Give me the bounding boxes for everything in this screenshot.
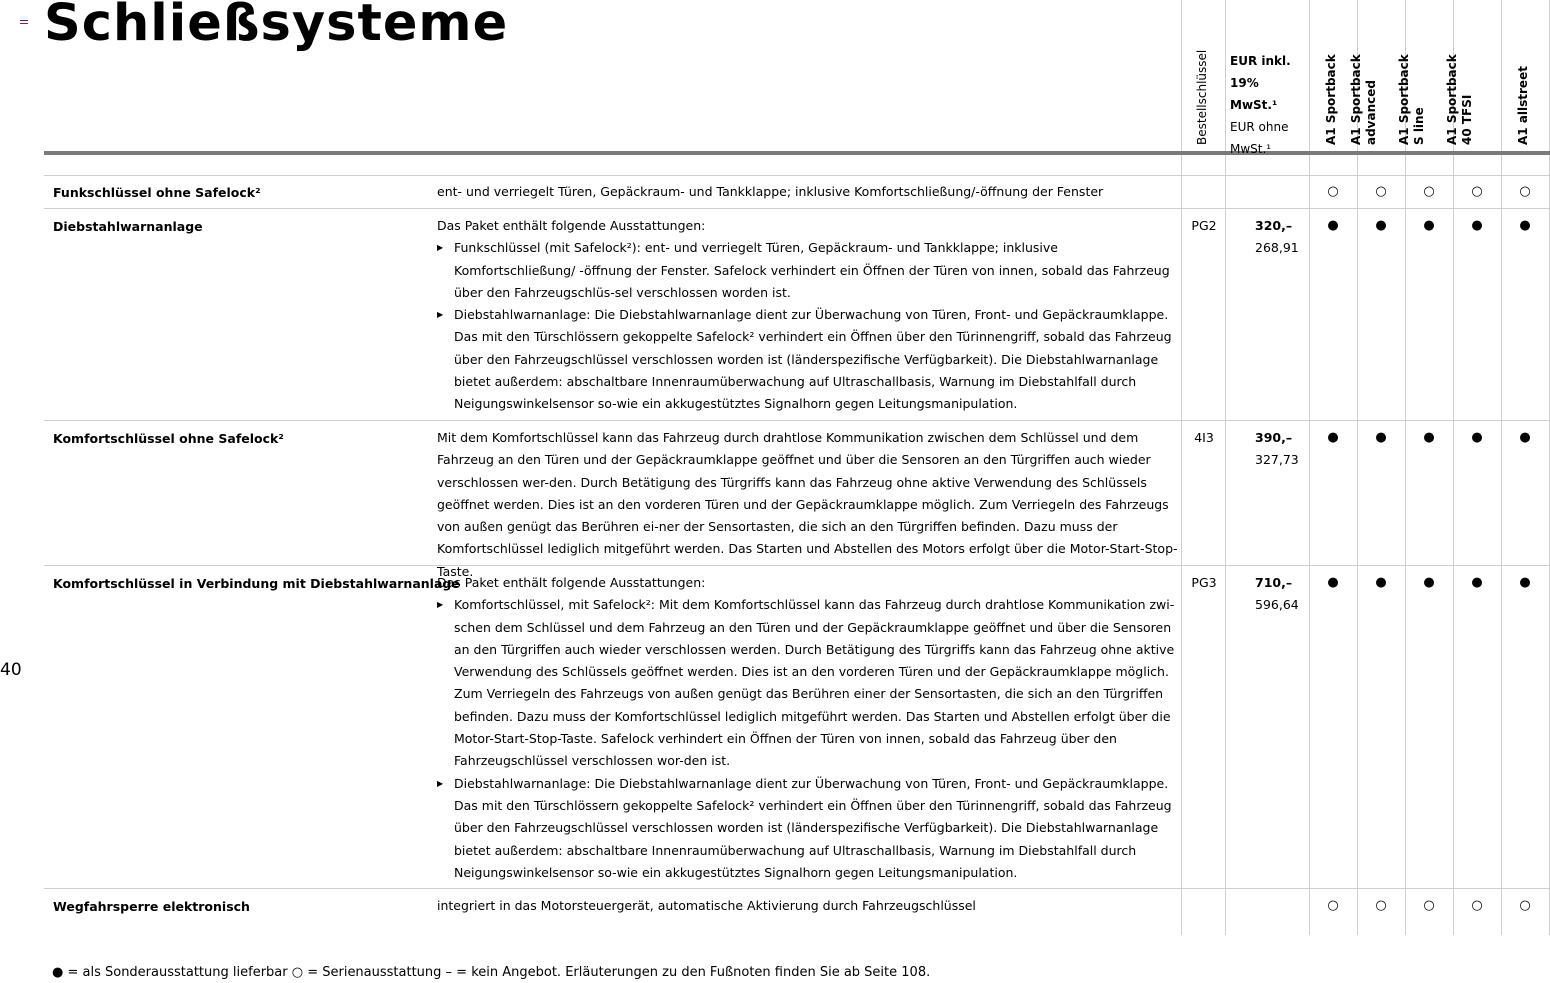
row-description: Das Paket enthält folgende Ausstattungen: ▶ Komfortschlüssel, mit Safelock²: Mit dem Komfortschlüssel kann das Fahrzeug durch drahtlose Kommunikation zwi-schen dem Schlüssel und dem Fahrzeug an den Türen und der Gepäckraumklappe geöffnet und über die Sensoren an den Türgriffen auch wieder verschlossen werden. Durch Betätigung des Türgriffs kann das Fahrzeug ohne aktive Verwendung des Schlüssels geöffnet werden. Dies ist an den vorderen Türen und der Gepäckraumklappe möglich. Zum Verriegeln des Fahrzeugs von außen genügt das Berühren einer der Sensortasten, die sich an den Türgriffen befinden. Dazu muss der Komfortschlüssel lediglich mitgeführt werden. Das Starten und Abstellen erfolgt über die Motor-Start-Stop-Taste. Safelock verhindert ein Öffnen der Türen von innen, sobald das Fahrzeug über den Fahrzeugschlüssel verschlossen wor-den ist. ▶ Diebstahlwarnanlage: Die Diebstahlwarnanlage dient zur Überwachung von Türen, Front- und Gepäckraumklappe. Das mit den Türschlössern gekoppelte Safelock² verhindert ein Öffnen über den Türinnengriff, sobald das Fahrzeug über den Fahrzeugschlüssel verschlossen worden ist (länderspezifische Verfügbarkeit). Die Diebstahlwarnanlage bietet außerdem: abschaltbare Innenraumüberwachung auf Ultraschallbasis, Warnung im Diebstahlfall durch Neigungswinkelsensor so-wie ein akkugestütztes Signalhorn gegen Leitungsmanipulation. (437, 572, 1179, 884)
row-description: ent- und verriegelt Türen, Gepäckraum- und Tankklappe; inklusive Komfortschließung/-öffnung der Fenster (437, 184, 1104, 199)
model-header-a1-sportback-s-line: A1 Sportback S line (1397, 54, 1426, 145)
availability-mark: ● (1423, 575, 1435, 590)
availability-mark: ● (1471, 218, 1483, 233)
availability-mark: ○ (1327, 184, 1339, 199)
availability-mark: ● (1423, 430, 1435, 445)
order-code-header: Bestellschlüssel (1195, 49, 1209, 145)
price-cell: 710,– 596,64 (1255, 575, 1299, 612)
price-cell: 320,– 268,91 (1255, 218, 1299, 255)
availability-mark: ● (1375, 218, 1387, 233)
availability-mark: ○ (1519, 184, 1531, 199)
availability-mark: ● (1471, 430, 1483, 445)
row-description: integriert in das Motorsteuergerät, automatische Aktivierung durch Fahrzeugschlüssel (437, 898, 976, 913)
row-divider (44, 420, 1550, 421)
row-title: Wegfahrsperre elektronisch (53, 899, 250, 914)
availability-mark: ○ (1375, 184, 1387, 199)
availability-mark: ● (1471, 575, 1483, 590)
availability-mark: ○ (1519, 898, 1531, 913)
model-header-a1-allstreet: A1 allstreet (1516, 66, 1530, 145)
availability-mark: ○ (1471, 898, 1483, 913)
order-code: PG3 (1191, 575, 1217, 590)
row-title: Funkschlüssel ohne Safelock² (53, 185, 261, 200)
legend: ● = als Sonderausstattung lieferbar ○ = Serienausstattung – = kein Angebot. Erläuterungen zu den Fußnoten finden Sie ab Seite 108. (52, 965, 931, 980)
bullet-item: ▶ Funkschlüssel (mit Safelock²): ent- und verriegelt Türen, Gepäckraum- und Tankklappe; inklusive Komfortschließung/ -öffnung der Fenster. Safelock verhindert ein Öffnen der Türen von innen, sobald das Fahrzeug über den Fahrzeugschlüs-sel verschlossen worden ist. (437, 237, 1179, 304)
corner-mark (20, 20, 28, 27)
column-divider (1181, 0, 1182, 935)
availability-mark: ● (1375, 575, 1387, 590)
row-description: Mit dem Komfortschlüssel kann das Fahrzeug durch drahtlose Kommunikation zwischen dem Schlüssel und dem Fahrzeug an den Türen und der Gepäckraumklappe geöffnet und über die Sensoren an den Türgriffen auch wieder verschlossen wer-den. Durch Betätigung des Türgriffs kann das Fahrzeug ohne aktive Verwendung des Schlüssels geöffnet werden. Dies ist an den vorderen Türen und der Gepäckraumklappe möglich. Zum Verriegeln des Fahrzeugs von außen genügt das Berühren ei-ner der Sensortasten, die sich an den Türgriffen befinden. Dazu muss der Komfortschlüssel lediglich mitgeführt werden. Das Starten und Abstellen des Motors erfolgt über die Motor-Start-Stop-Taste. (437, 430, 1178, 579)
row-divider (44, 208, 1550, 209)
availability-mark: ● (1327, 218, 1339, 233)
availability-mark: ○ (1327, 898, 1339, 913)
row-title: Diebstahlwarnanlage (53, 219, 203, 234)
bullet-item: ▶ Diebstahlwarnanlage: Die Diebstahlwarnanlage dient zur Überwachung von Türen, Front- und Gepäckraumklappe. Das mit den Türschlössern gekoppelte Safelock² verhindert ein Öffnen über den Türinnengriff, sobald das Fahrzeug über den Fahrzeugschlüssel verschlossen worden ist (länderspezifische Verfügbarkeit). Die Diebstahlwarnanlage bietet außerdem: abschaltbare Innenraumüberwachung auf Ultraschallbasis, Warnung im Diebstahlfall durch Neigungswinkelsensor so-wie ein akkugestütztes Signalhorn gegen Leitungsmanipulation. (437, 773, 1179, 884)
order-code: PG2 (1191, 218, 1217, 233)
availability-mark: ● (1519, 218, 1531, 233)
availability-mark: ● (1519, 430, 1531, 445)
price-cell: 390,– 327,73 (1255, 430, 1299, 467)
bullet-item: ▶ Komfortschlüssel, mit Safelock²: Mit dem Komfortschlüssel kann das Fahrzeug durch drahtlose Kommunikation zwi-schen dem Schlüssel und dem Fahrzeug an den Türen und der Gepäckraumklappe geöffnet und über die Sensoren an den Türgriffen auch wieder verschlossen werden. Durch Betätigung des Türgriffs kann das Fahrzeug ohne aktive Verwendung des Schlüssels geöffnet werden. Dies ist an den vorderen Türen und der Gepäckraumklappe möglich. Zum Verriegeln des Fahrzeugs von außen genügt das Berühren einer der Sensortasten, die sich an den Türgriffen befinden. Dazu muss der Komfortschlüssel lediglich mitgeführt werden. Das Starten und Abstellen erfolgt über die Motor-Start-Stop-Taste. Safelock verhindert ein Öffnen der Türen von innen, sobald das Fahrzeug über den Fahrzeugschlüssel verschlossen wor-den ist. (437, 594, 1179, 772)
row-title: Komfortschlüssel ohne Safelock² (53, 431, 284, 446)
price-header: EUR inkl. 19% MwSt.¹ EUR ohne MwSt.¹ (1230, 54, 1291, 156)
row-divider (44, 175, 1550, 176)
availability-mark: ○ (1375, 898, 1387, 913)
row-divider (44, 888, 1550, 889)
row-description: Das Paket enthält folgende Ausstattungen: ▶ Funkschlüssel (mit Safelock²): ent- und verriegelt Türen, Gepäckraum- und Tankklappe; inklusive Komfortschließung/ -öffnung der Fenster. Safelock verhindert ein Öffnen der Türen von innen, sobald das Fahrzeug über den Fahrzeugschlüs-sel verschlossen worden ist. ▶ Diebstahlwarnanlage: Die Diebstahlwarnanlage dient zur Überwachung von Türen, Front- und Gepäckraumklappe. Das mit den Türschlössern gekoppelte Safelock² verhindert ein Öffnen über den Türinnengriff, sobald das Fahrzeug über den Fahrzeugschlüssel verschlossen worden ist (länderspezifische Verfügbarkeit). Die Diebstahlwarnanlage bietet außerdem: abschaltbare Innenraumüberwachung auf Ultraschallbasis, Warnung im Diebstahlfall durch Neigungswinkelsensor so-wie ein akkugestütztes Signalhorn gegen Leitungsmanipulation. (437, 215, 1179, 416)
availability-mark: ○ (1423, 898, 1435, 913)
model-header-a1-sportback: A1 Sportback (1324, 54, 1338, 145)
model-header-a1-sportback-advanced: A1 Sportback advanced (1349, 54, 1378, 145)
availability-mark: ● (1423, 218, 1435, 233)
column-divider (1501, 0, 1502, 935)
availability-mark: ○ (1471, 184, 1483, 199)
model-header-a1-sportback-40-tfsi: A1 Sportback 40 TFSI (1445, 54, 1474, 145)
order-code: 4I3 (1194, 430, 1214, 445)
availability-mark: ● (1375, 430, 1387, 445)
availability-mark: ○ (1423, 184, 1435, 199)
availability-mark: ● (1327, 575, 1339, 590)
page-number: 40 (0, 660, 22, 680)
page-title: Schließsysteme (44, 0, 509, 53)
header-rule (44, 151, 1550, 155)
availability-mark: ● (1519, 575, 1531, 590)
availability-mark: ● (1327, 430, 1339, 445)
row-title: Komfortschlüssel in Verbindung mit Diebstahlwarnanlage (53, 576, 460, 591)
bullet-item: ▶ Diebstahlwarnanlage: Die Diebstahlwarnanlage dient zur Überwachung von Türen, Front- und Gepäckraumklappe. Das mit den Türschlössern gekoppelte Safelock² verhindert ein Öffnen über den Türinnengriff, sobald das Fahrzeug über den Fahrzeugschlüssel verschlossen worden ist (länderspezifische Verfügbarkeit). Die Diebstahlwarnanlage bietet außerdem: abschaltbare Innenraumüberwachung auf Ultraschallbasis, Warnung im Diebstahlfall durch Neigungswinkelsensor so-wie ein akkugestütztes Signalhorn gegen Leitungsmanipulation. (437, 304, 1179, 415)
